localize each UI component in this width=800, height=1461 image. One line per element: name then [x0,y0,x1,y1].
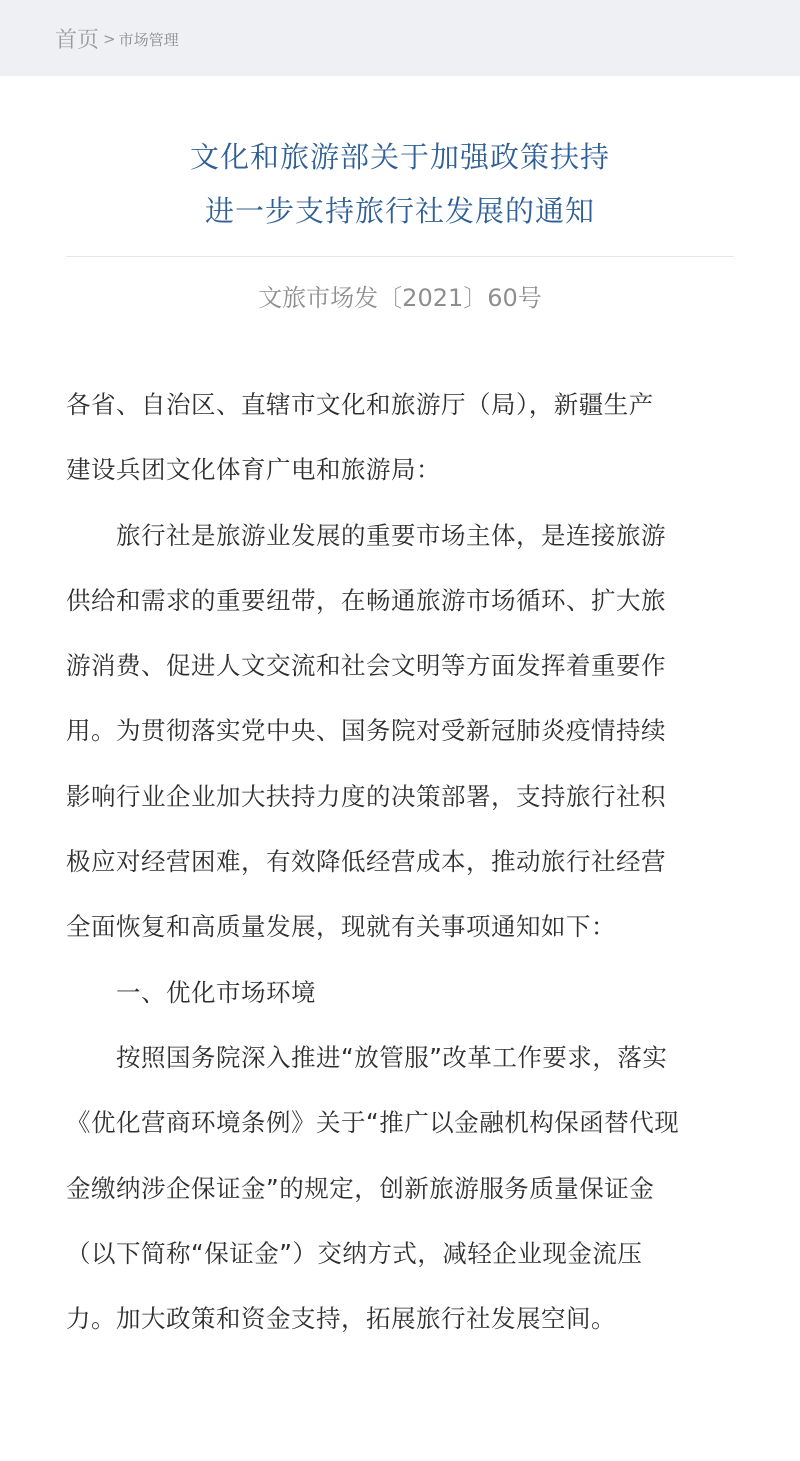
body-text-line: 一、优化市场环境 [116,977,316,1007]
body-text-line: 按照国务院深入推进“放管服”改革工作要求，落实 [116,1042,668,1072]
article-body [66,372,736,1351]
breadcrumb-current-link[interactable]: 市场管理 [118,30,179,49]
body-text-line: 游消费、促进人文交流和社会文明等方面发挥着重要作 [66,651,666,681]
body-text-line: 旅行社是旅游业发展的重要市场主体，是连接旅游 [116,520,666,550]
body-text-line: 极应对经营困难，有效降低经营成本，推动旅行社经营 [66,847,666,877]
breadcrumb-home-link[interactable]: 首页 [55,27,100,53]
body-text-line: 影响行业企业加大扶持力度的决策部署，支持旅行社积 [66,781,666,811]
article-title-line-2: 进一步支持旅行社发展的通知 [204,194,595,228]
body-text-line: 金缴纳涉企保证金”的规定，创新旅游服务质量保证金 [66,1173,655,1203]
body-text-line: （以下简称“保证金”）交纳方式，减轻企业现金流压 [66,1238,643,1268]
body-text-line: 供给和需求的重要纽带，在畅通旅游市场循环、扩大旅 [66,585,666,615]
body-text-line: 建设兵团文化体育广电和旅游局： [66,455,441,485]
title-divider [66,256,734,257]
article-title [0,130,800,238]
document-number: 文旅市场发〔2021〕60号 [258,284,542,312]
breadcrumb [0,0,800,76]
body-text-line: 《优化营商环境条例》关于“推广以金融机构保函替代现 [66,1108,680,1138]
article-title-line-1: 文化和旅游部关于加强政策扶持 [189,140,610,174]
body-text-line: 用。为贯彻落实党中央、国务院对受新冠肺炎疫情持续 [66,716,666,746]
breadcrumb-separator: > [103,30,116,48]
body-text-line: 全面恢复和高质量发展，现就有关事项通知如下： [66,912,616,942]
body-text-line: 各省、自治区、直辖市文化和旅游厅（局），新疆生产 [66,390,654,419]
body-text-line: 力。加大政策和资金支持，拓展旅行社发展空间。 [66,1304,616,1334]
